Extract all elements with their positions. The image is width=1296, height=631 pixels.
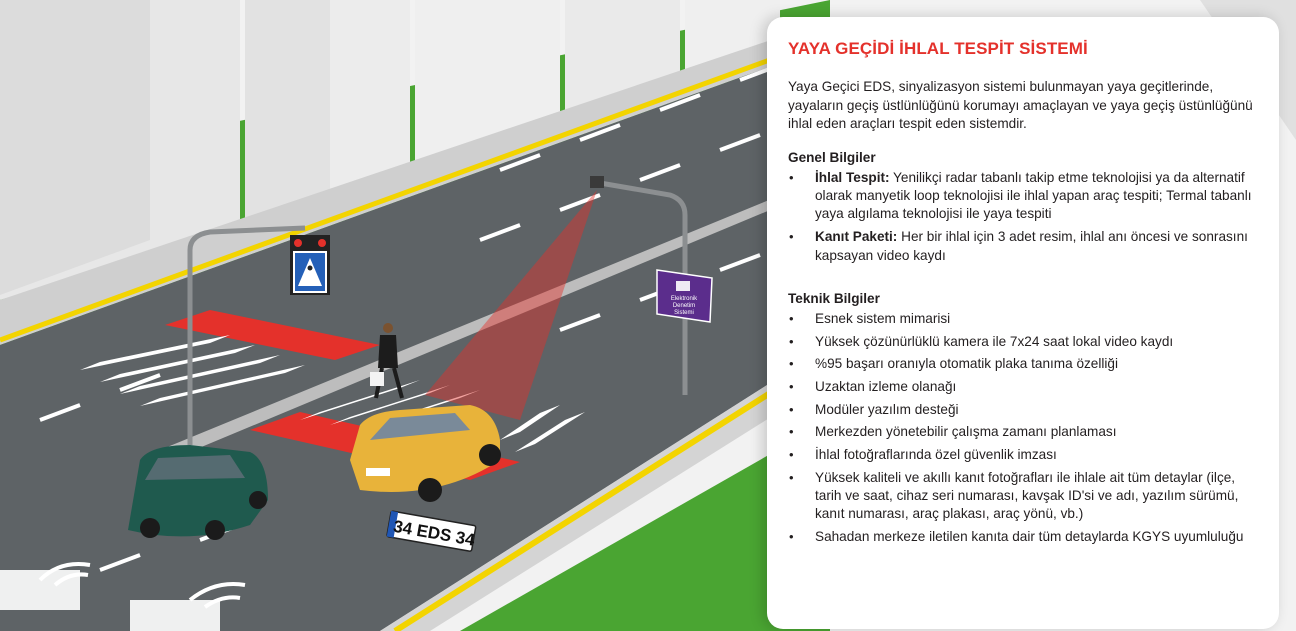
general-heading: Genel Bilgiler: [788, 149, 876, 165]
list-item: [788, 228, 1259, 265]
page-title: YAYA GEÇİDİ İHLAL TESPİT SİSTEMİ: [788, 39, 1088, 58]
technical-heading: Teknik Bilgiler: [788, 290, 880, 306]
green-van: [128, 445, 268, 540]
list-item-label: Kanıt Paketi:: [815, 229, 898, 245]
plate-text: 34 EDS 34: [391, 516, 477, 550]
list-item: • Sahadan merkeze iletilen kanıta dair tüm detaylarda KGYS uyumluluğu: [788, 528, 1259, 546]
list-item-text: Her bir ihlal için 3 adet resim, ihlal anı öncesi ve sonrasını kapsayan video kaydı: [815, 229, 1248, 263]
sign-text-2: Denetim: [672, 303, 696, 309]
list-item-text: Yenilikçi radar tabanlı takip etme teknolojisi ya da alternatif olarak manyetik loop teknolojisi ile ihlal yapan araç tespiti; Termal tabanlı yaya algılama teknolojisi ile yaya tespiti: [815, 169, 1252, 222]
list-item: • Yüksek kaliteli ve akıllı kanıt fotoğrafları ile ihlale ait tüm detaylar (ilçe, tarih ve saat, cihaz seri numarası, kavşak ID'si ve adı, yazılım sürümü, kanıt numarası, araç plakası, araç yönü, vb.): [788, 469, 1259, 524]
sign-text-1: Elektronik: [670, 296, 698, 302]
info-panel: [767, 17, 1279, 629]
intro-text: Yaya Geçici EDS, sinyalizasyon sistemi bulunmayan yaya geçitlerinde, yayaların geçiş üstlünlüğünü korumayı amaçlayan ve yaya geçiş üstünlüğünü ihlal eden araçları tespit eden sistemdir.: [788, 79, 1253, 131]
list-item: • Merkezden yönetebilir çalışma zamanı planlaması: [788, 423, 1259, 441]
general-list: [788, 169, 1259, 265]
technical-list: [788, 310, 1259, 546]
sign-text-3: Sistemi: [674, 310, 694, 316]
list-item: • Modüler yazılım desteği: [788, 401, 1259, 419]
list-item-label: İhlal Tespit:: [815, 169, 890, 185]
list-item: • Uzaktan izleme olanağı: [788, 378, 1259, 396]
list-item: • Yüksek çözünürlüklü kamera ile 7x24 saat lokal video kaydı: [788, 333, 1259, 351]
list-item: • Esnek sistem mimarisi: [788, 310, 1259, 328]
camera-icon: [590, 176, 604, 188]
list-item: • %95 başarı oranıyla otomatik plaka tanıma özelliği: [788, 355, 1259, 373]
list-item: • İhlal fotoğraflarında özel güvenlik imzası: [788, 446, 1259, 464]
list-item: [788, 169, 1259, 224]
